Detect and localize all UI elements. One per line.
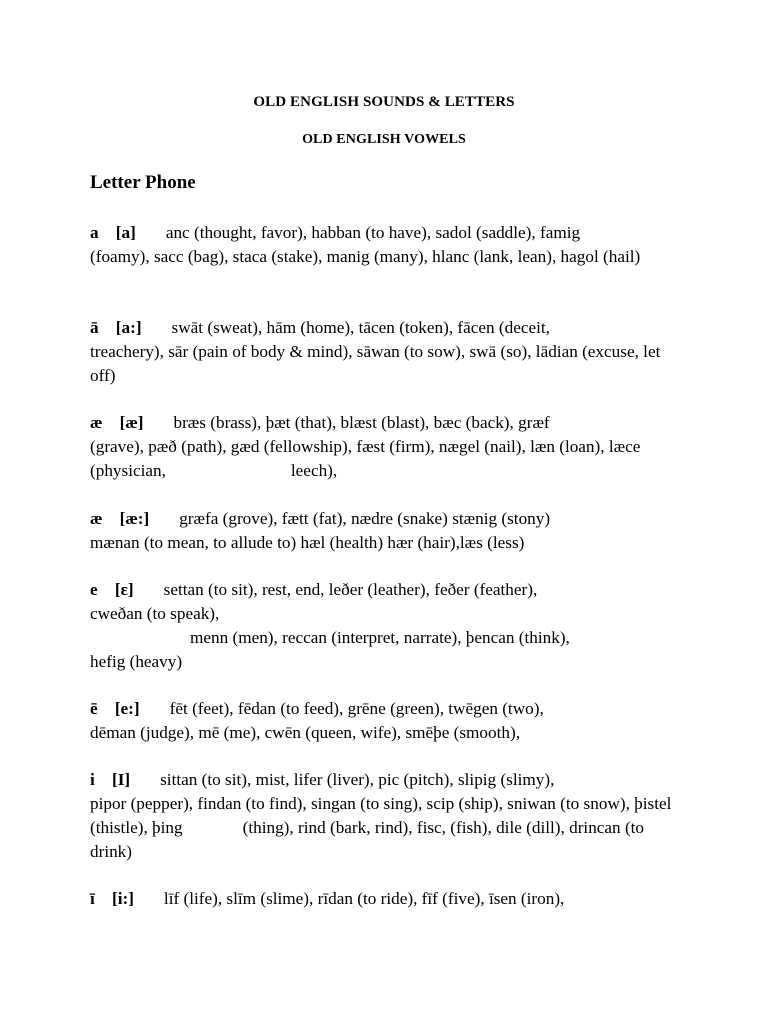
entry-examples-cont: dēman (judge), mē (me), cwēn (queen, wife), smēþe (smooth), [90,723,521,742]
entry-letter: a [90,223,99,242]
entry-phone: [ɛ] [114,580,134,599]
entry-examples: bræs (brass), þæt (that), blæst (blast), bæc (back), græf [173,413,550,432]
entry-phone: [æ] [119,413,144,432]
vowel-entry-ae [90,411,680,483]
entry-examples-cont: cweðan (to speak), [90,604,220,623]
entry-examples: græfa (grove), fætt (fat), nædre (snake) stænig (stony) [179,509,551,528]
vowel-entry-i [90,768,680,864]
vowel-entry-i-long [90,887,680,911]
entry-phone: [I] [111,770,131,789]
entry-phone: [æ:] [119,509,150,528]
entry-letter: ā [90,318,99,337]
entry-phone: [e:] [114,699,140,718]
entry-phone: [a] [115,223,136,242]
vowel-entry-a [90,221,680,269]
entry-examples: settan (to sit), rest, end, leðer (leather), feðer (feather), [163,580,538,599]
entry-examples-cont: (foamy), sacc (bag), staca (stake), manig (many), hlanc (lank, lean), hagol (hail) [90,247,641,266]
entry-examples-end: hefig (heavy) [90,652,183,671]
entry-phone: [i:] [111,889,134,908]
entry-letter: æ [90,509,103,528]
entry-examples-end: (thing), rind (bark, rind), fisc, (fish), dile (dill), drincan (to drink) [90,818,645,861]
column-header: Letter Phone [90,172,196,193]
entry-examples-end: leech), [290,461,338,480]
entry-examples-cont: mænan (to mean, to allude to) hæl (health) hær (hair),læs (less) [90,533,525,552]
entry-letter: ē [90,699,98,718]
entry-letter: e [90,580,98,599]
vowel-entry-e-long [90,697,680,745]
entry-examples: līf (life), slīm (slime), rīdan (to ride), fīf (five), īsen (iron), [163,889,565,908]
entry-letter: ī [90,889,95,908]
entry-examples: sittan (to sit), mist, lifer (liver), pic (pitch), slipig (slimy), [160,770,555,789]
document-title: OLD ENGLISH SOUNDS & LETTERS [253,94,515,110]
entry-examples: fēt (feet), fēdan (to feed), grēne (green), twēgen (two), [169,699,544,718]
entry-phone: [a:] [115,318,142,337]
vowel-entry-a-long [90,316,680,388]
entry-letter: æ [90,413,103,432]
entry-examples-cont: pipor (pepper), findan (to find), singan (to sing), scip (ship), sniwan (to snow), þistel (thistle), þing [90,794,672,837]
vowel-entry-ae-long [90,507,680,555]
entry-examples-indented: menn (men), reccan (interpret, narrate), þencan (think), [190,628,570,647]
vowel-entry-e [90,578,680,674]
entry-examples-cont: (grave), pæð (path), gæd (fellowship), fæst (firm), nægel (nail), læn (loan), læce (physician, [90,437,641,480]
section-subtitle: OLD ENGLISH VOWELS [302,132,466,147]
entry-letter: i [90,770,95,789]
entry-examples: swāt (sweat), hām (home), tācen (token), fācen (deceit, [171,318,550,337]
entry-examples-cont: treachery), sār (pain of body & mind), sāwan (to sow), swā (so), lādian (excuse, let off) [90,342,661,385]
entry-examples: anc (thought, favor), habban (to have), sadol (saddle), famig [165,223,581,242]
